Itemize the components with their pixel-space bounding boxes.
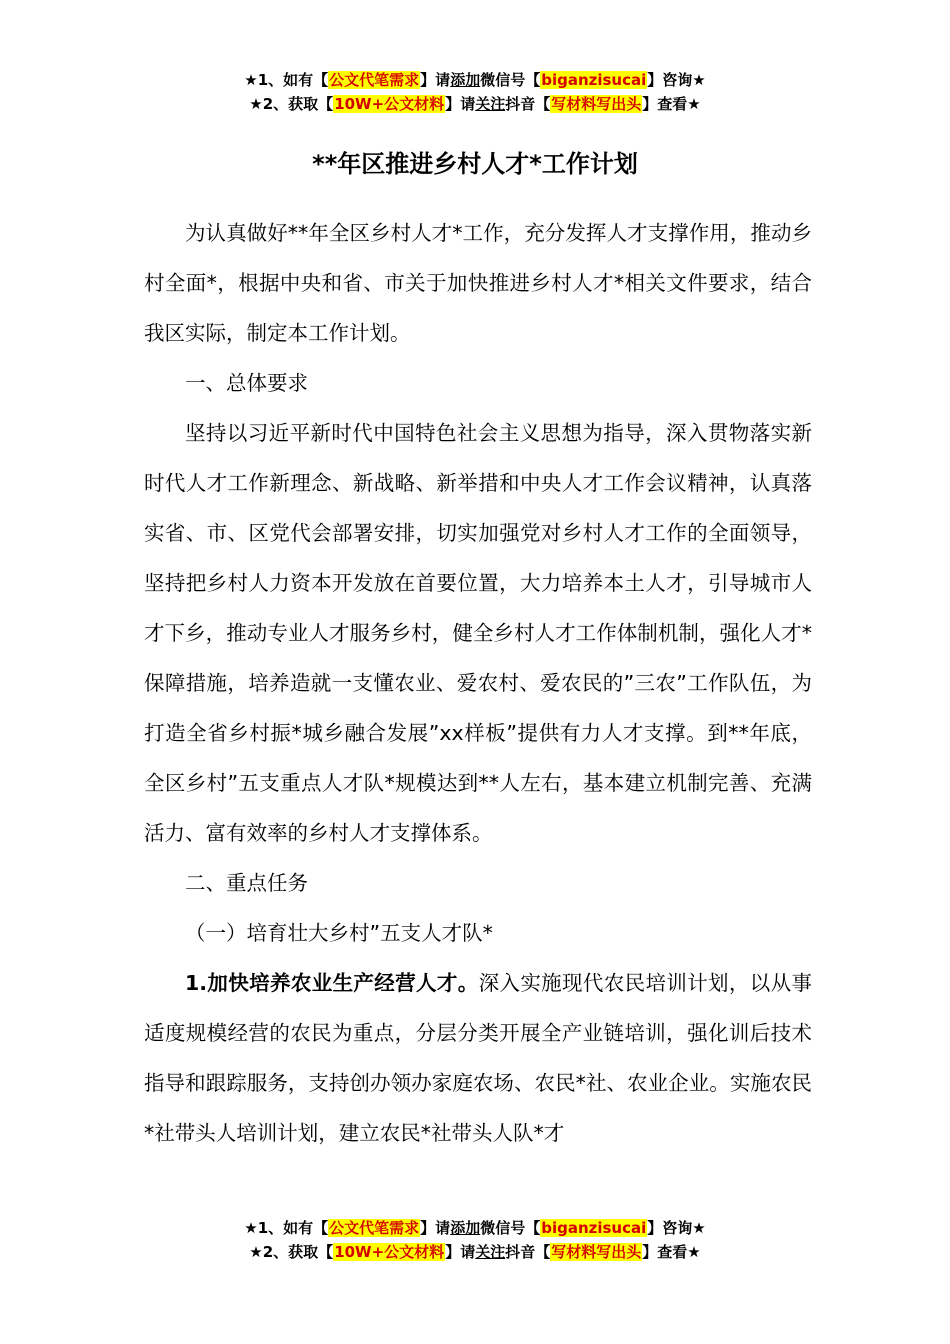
heading-key-tasks: 二、重点任务: [185, 871, 308, 895]
paragraph-intro: 为认真做好**年全区乡村人才*工作，充分发挥人才支撑作用，推动乡村全面*，根据中央和省、市关于加快推进乡村人才*相关文件要求，结合我区实际，制定本工作计划。: [144, 221, 812, 345]
paragraph-general-requirements: 坚持以习近平新时代中国特色社会主义思想为指导，深入贯物落实新时代人才工作新理念、新战略、新举措和中央人才工作会议精神，认真落实省、市、区党代会部署安排，切实加强党对乡村人才工作的全面领导，坚持把乡村人力资本开发放在首要位置，大力培养本土人才，引导城市人才下乡，推动专业人才服务乡村，健全乡村人才工作体制机制，强化人才*保障措施，培养造就一支懂农业、爱农村、爱农民的”三农”工作队伍，为打造全省乡村振*城乡融合发展”xx样板”提供有力人才支撑。到**年底，全区乡村”五支重点人才队*规模达到**人左右，基本建立机制完善、充满活力、富有效率的乡村人才支撑体系。: [144, 421, 812, 845]
item-heading: 1.加快培养农业生产经营人才。: [185, 971, 479, 995]
banner-wechat-id: biganzisucai: [541, 71, 647, 89]
banner-line-1: ★1、如有【公文代笔需求】请添加微信号【biganzisucai】咨询★: [244, 71, 706, 89]
document-title: **年区推进乡村人才*工作计划: [312, 150, 638, 178]
banner-highlight: 10W+公文材料: [334, 95, 445, 113]
footer-banner: [0, 1216, 950, 1264]
banner-line-2: ★2、获取【10W+公文材料】请关注抖音【写材料写出头】查看★: [249, 1243, 701, 1261]
banner-underline: 添加: [450, 1219, 481, 1237]
heading-general-requirements: 一、总体要求: [185, 371, 308, 395]
paragraph-agriculture-talent: 1.加快培养农业生产经营人才。深入实施现代农民培训计划，以从事适度规模经营的农民为重点，分层分类开展全产业链培训，强化训后技术指导和跟踪服务，支持创办领办家庭农场、农民*社、农业企业。实施农民*社带头人培训计划，建立农民*社带头人队*才: [144, 971, 812, 1145]
subheading-five-teams: （一）培育壮大乡村”五支人才队*: [185, 921, 493, 945]
banner-wechat-id: biganzisucai: [541, 1219, 647, 1237]
document-body: [144, 208, 812, 1158]
banner-douyin-id: 写材料写出头: [551, 1243, 642, 1261]
banner-line-2: ★2、获取【10W+公文材料】请关注抖音【写材料写出头】查看★: [249, 95, 701, 113]
banner-underline: 关注: [475, 1243, 506, 1261]
header-banner: [0, 68, 950, 116]
banner-highlight: 10W+公文材料: [334, 1243, 445, 1261]
banner-underline: 添加: [450, 71, 481, 89]
banner-underline: 关注: [475, 95, 506, 113]
banner-highlight: 公文代笔需求: [329, 71, 420, 89]
banner-highlight: 公文代笔需求: [329, 1219, 420, 1237]
banner-line-1: ★1、如有【公文代笔需求】请添加微信号【biganzisucai】咨询★: [244, 1219, 706, 1237]
banner-douyin-id: 写材料写出头: [551, 95, 642, 113]
